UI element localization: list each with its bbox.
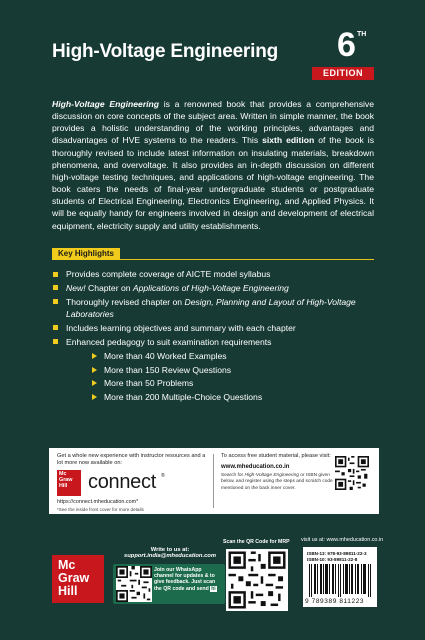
edition-badge: EDITION [312, 67, 374, 80]
triangle-bullet-icon [92, 380, 97, 386]
mrp-qr-label: Scan the QR Code for MRP [223, 539, 290, 545]
student-material-instructions [221, 473, 333, 492]
connect-intro-text: Get a whole new experience with instructor resources and a lot more now available on: [57, 453, 206, 467]
edition-suffix: TH [357, 31, 367, 38]
highlight-italic-text: Applications of High-Voltage Engineering [132, 282, 289, 293]
highlight-text: Includes learning objectives and summary with each chapter [66, 322, 296, 333]
highlight-item [52, 336, 374, 348]
whatsapp-text [154, 567, 222, 592]
highlight-subitem [52, 350, 374, 362]
square-bullet-icon [53, 339, 58, 344]
isbn-10: ISBN-10: 93-89811-22-8 [307, 557, 358, 562]
connect-url[interactable]: https://connect.mheducation.com* [57, 499, 139, 505]
search-book-title: High-Voltage Engineering [244, 473, 299, 479]
triangle-bullet-icon [92, 353, 97, 359]
mcgraw-hill-logo [52, 555, 104, 603]
highlight-item [52, 296, 374, 320]
subitem-text: More than 150 Review Questions [104, 364, 232, 375]
logo-line-1: Mc [58, 558, 76, 572]
square-bullet-icon [53, 299, 58, 304]
support-email[interactable]: support.india@mheducation.com [124, 553, 216, 559]
triangle-bullet-icon [92, 367, 97, 373]
qr-code-icon [116, 566, 152, 602]
highlight-item [52, 282, 374, 294]
highlight-italic-text: Design, Planning and Layout of High-Voltage Laboratories [66, 296, 356, 319]
description-text-1: is a renowned book that provides a comprehensive discussion on core concepts of the subject area. Written in simple manner, the book provides a holistic understanding of the working principles, advantages and disadvantages of HVE systems to the readers. This [52, 99, 374, 146]
student-material-intro: To access free student material, please visit: [221, 453, 331, 459]
highlight-text: Thoroughly revised chapter on [66, 296, 185, 307]
highlight-new-tag: New! [66, 282, 86, 293]
edition-number: 6 [337, 26, 356, 64]
qr-code-icon [335, 456, 369, 490]
highlight-text: Chapter on [85, 282, 133, 293]
highlight-item [52, 322, 374, 334]
square-bullet-icon [53, 272, 58, 277]
whatsapp-qr-code[interactable] [116, 566, 152, 602]
search-post: or ISBN given below, and register using the steps and scratch code mentioned on the back inner cover. [221, 473, 333, 491]
description-text-2: of the book is thoroughly revised to include latest information on insulating materials, breakdown phenomena, and overvoltage. It also provides an in-depth discussion on different high-voltage testing techniques, and applications of high-voltage engineering. The book caters the needs of final-year undergraduate students or postgraduate students of Electrical Engineering, Electronics Engineering, and Applied Physics. It will be equally handy for engineers involved in design and development of electrical equipment, electricity supply and utility establishments. [52, 135, 374, 231]
website-visit[interactable]: visit us at: www.mheducation.co.in [301, 537, 384, 543]
highlight-subitem [52, 391, 374, 403]
key-highlights-list [52, 268, 374, 405]
qr-code-icon [226, 549, 288, 611]
description-edition: sixth edition [262, 135, 315, 146]
search-pre: Search for [221, 473, 245, 479]
triangle-bullet-icon [92, 394, 97, 400]
description-title: High-Voltage Engineering [52, 99, 160, 109]
whatsapp-message: Join our WhatsApp channel for updates & to give feedback. Just scan the QR code and send [154, 567, 216, 592]
student-material-qr-code[interactable] [335, 456, 369, 490]
resources-box [49, 448, 379, 514]
book-description [52, 98, 374, 232]
book-title: High-Voltage Engineering [52, 41, 279, 62]
barcode-digits: 9 789389 811223 [305, 598, 365, 605]
logo-line-2: Graw [58, 571, 90, 585]
subitem-text: More than 50 Problems [104, 378, 194, 389]
logo-line-3: Hill [58, 584, 78, 598]
mcgraw-hill-logo-small: Mc Graw Hill [57, 470, 81, 496]
subitem-text: More than 40 Worked Examples [104, 350, 227, 361]
connect-note: *See the inside front cover for more details [57, 507, 144, 512]
highlight-text: Provides complete coverage of AICTE model syllabus [66, 269, 271, 279]
barcode-icon [307, 564, 373, 597]
subitem-text: More than 200 Multiple-Choice Questions [104, 392, 263, 403]
square-bullet-icon [53, 325, 58, 330]
mrp-qr-code[interactable] [226, 549, 288, 611]
connect-intro [57, 453, 207, 467]
connect-logo-row [57, 470, 207, 496]
isbn-13: ISBN-13: 978-93-89811-22-3 [307, 551, 367, 556]
contact-block [120, 547, 220, 559]
student-material-info [221, 453, 333, 492]
highlight-item [52, 268, 374, 280]
registered-mark: ® [161, 473, 165, 479]
highlight-subitem [52, 364, 374, 376]
box-divider [213, 454, 214, 508]
highlight-text: Enhanced pedagogy to suit examination requirements [66, 336, 272, 347]
highlight-subitem [52, 377, 374, 389]
key-highlights-bar [52, 248, 374, 260]
key-highlights-label: Key Highlights [52, 248, 120, 260]
connect-logo: connect [88, 471, 156, 493]
isbn-barcode-box [303, 547, 377, 607]
square-bullet-icon [53, 285, 58, 290]
whatsapp-hi-badge: hi [211, 585, 216, 592]
student-material-url[interactable]: www.mheducation.co.in [221, 464, 290, 471]
write-label: Write to us at: [150, 547, 190, 553]
